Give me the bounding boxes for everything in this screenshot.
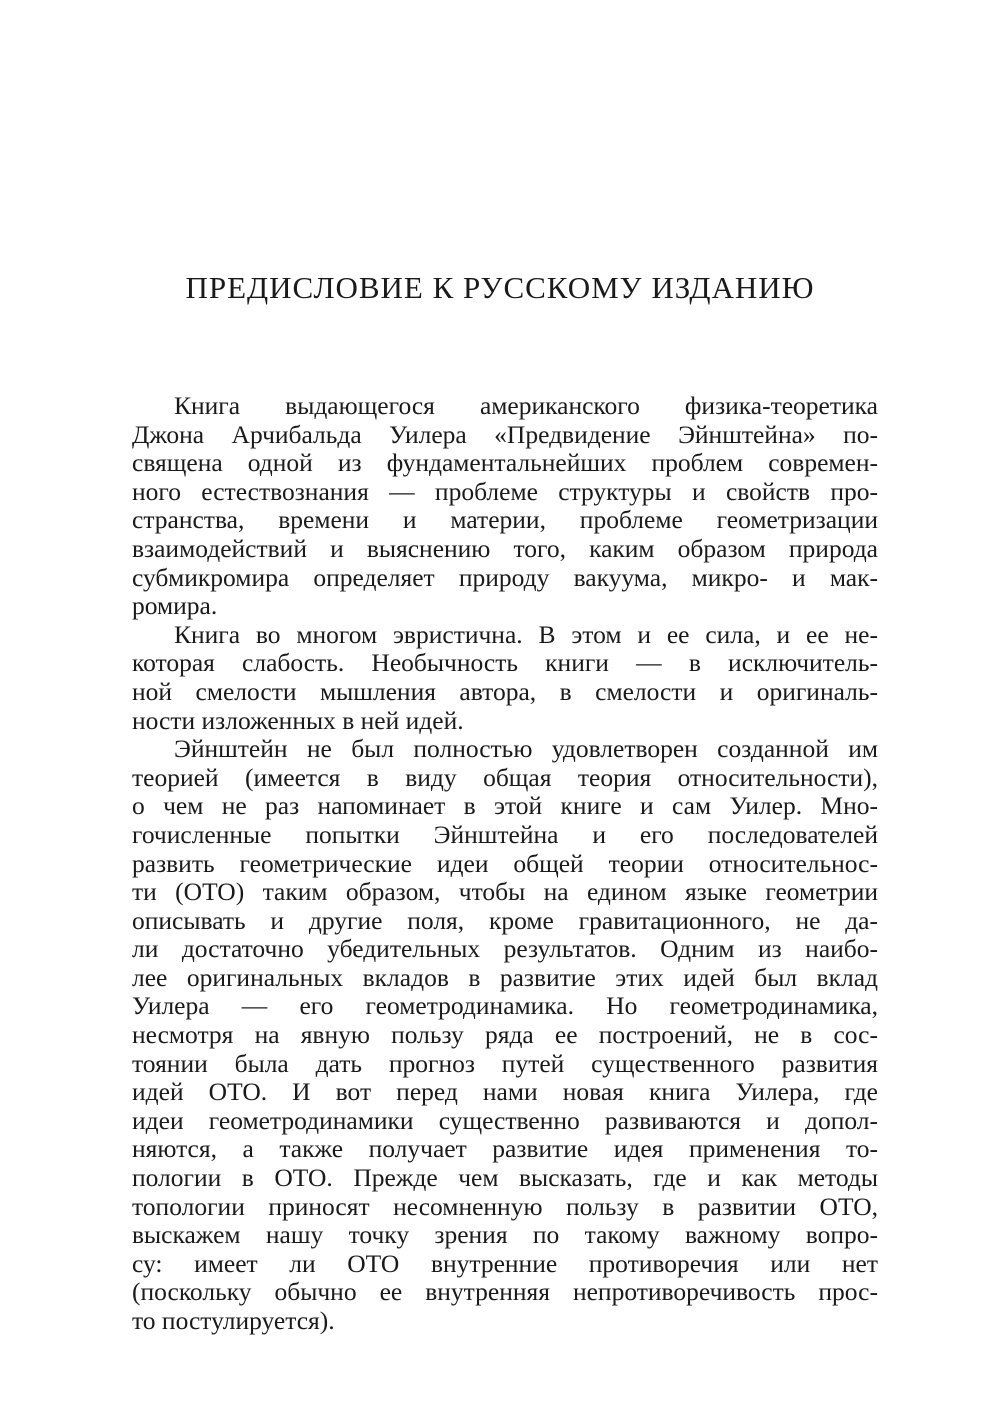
text-line: идеи геометродинамики существенно развиваются и допол- — [132, 1105, 878, 1135]
text-line: пологии в ОТО. Прежде чем высказать, где и как методы — [132, 1163, 878, 1193]
text-line: идей ОТО. И вот перед нами новая книга Уилера, где — [132, 1077, 878, 1107]
text-line: ли достаточно убедительных результатов. Одним из наибо- — [132, 934, 878, 964]
text-line: Уилера — его геометродинамика. Но геометродинамика, — [132, 991, 878, 1021]
text-line: странства, времени и материи, проблеме геометризации — [132, 505, 878, 535]
text-line: ного естествознания — проблеме структуры и свойств про- — [132, 476, 878, 506]
text-line: ной смелости мышления автора, в смелости и оригиналь- — [132, 676, 878, 706]
text-line: Джона Арчибальда Уилера «Предвидение Эйнштейна» по- — [132, 419, 878, 449]
text-line: ти (ОТО) таким образом, чтобы на едином языке геометрии — [132, 877, 878, 907]
text-line: Книга во многом эвристична. В этом и ее сила, и ее не- — [174, 619, 878, 649]
text-line: теорией (имеется в виду общая теория относительности), — [132, 762, 878, 792]
text-line: гочисленные попытки Эйнштейна и его последователей — [132, 819, 878, 849]
text-line: субмикромира определяет природу вакуума, микро- и мак- — [132, 562, 878, 592]
text-line: Книга выдающегося американского физика-теоретика — [174, 391, 878, 420]
paragraph-2 — [132, 621, 878, 735]
text-line: су: имеет ли ОТО внутренние противоречия или нет — [132, 1248, 878, 1278]
text-line: о чем не раз напоминает в этой книге и сам Уилер. Мно- — [132, 791, 878, 821]
text-line: то постулируется). — [132, 1306, 335, 1335]
text-line: лее оригинальных вкладов в развитие этих идей был вклад — [132, 962, 878, 992]
text-line: взаимодействий и выяснению того, каким образом природа — [132, 533, 878, 563]
text-line: выскажем нашу точку зрения по такому важному вопро- — [132, 1220, 878, 1250]
text-line: ности изложенных в ней идей. — [132, 705, 464, 735]
text-line: Эйнштейн не был полностью удовлетворен созданной им — [174, 734, 878, 764]
text-line: топологии приносят несомненную пользу в развитии ОТО, — [132, 1191, 878, 1221]
text-line: священа одной из фундаментальнейших проблем современ- — [132, 448, 878, 478]
text-line: тоянии была дать прогноз путей существенного развития — [132, 1048, 878, 1078]
paragraph-1 — [132, 392, 878, 621]
page-title: ПРЕДИСЛОВИЕ К РУССКОМУ ИЗДАНИЮ — [185, 270, 815, 305]
text-line: которая слабость. Необычность книги — в исключитель- — [132, 648, 878, 678]
text-line: (поскольку обычно ее внутренняя непротиворечивость прос- — [132, 1277, 878, 1307]
body-text — [132, 392, 878, 1336]
text-line: ромира. — [132, 591, 218, 621]
paragraph-3 — [132, 735, 878, 1335]
text-line: несмотря на явную пользу ряда ее построений, не в сос- — [132, 1020, 878, 1050]
text-line: описывать и другие поля, кроме гравитационного, не да- — [132, 905, 878, 935]
text-line: развить геометрические идеи общей теории относительнос- — [132, 848, 878, 878]
text-line: няются, а также получает развитие идея применения то- — [132, 1134, 878, 1164]
